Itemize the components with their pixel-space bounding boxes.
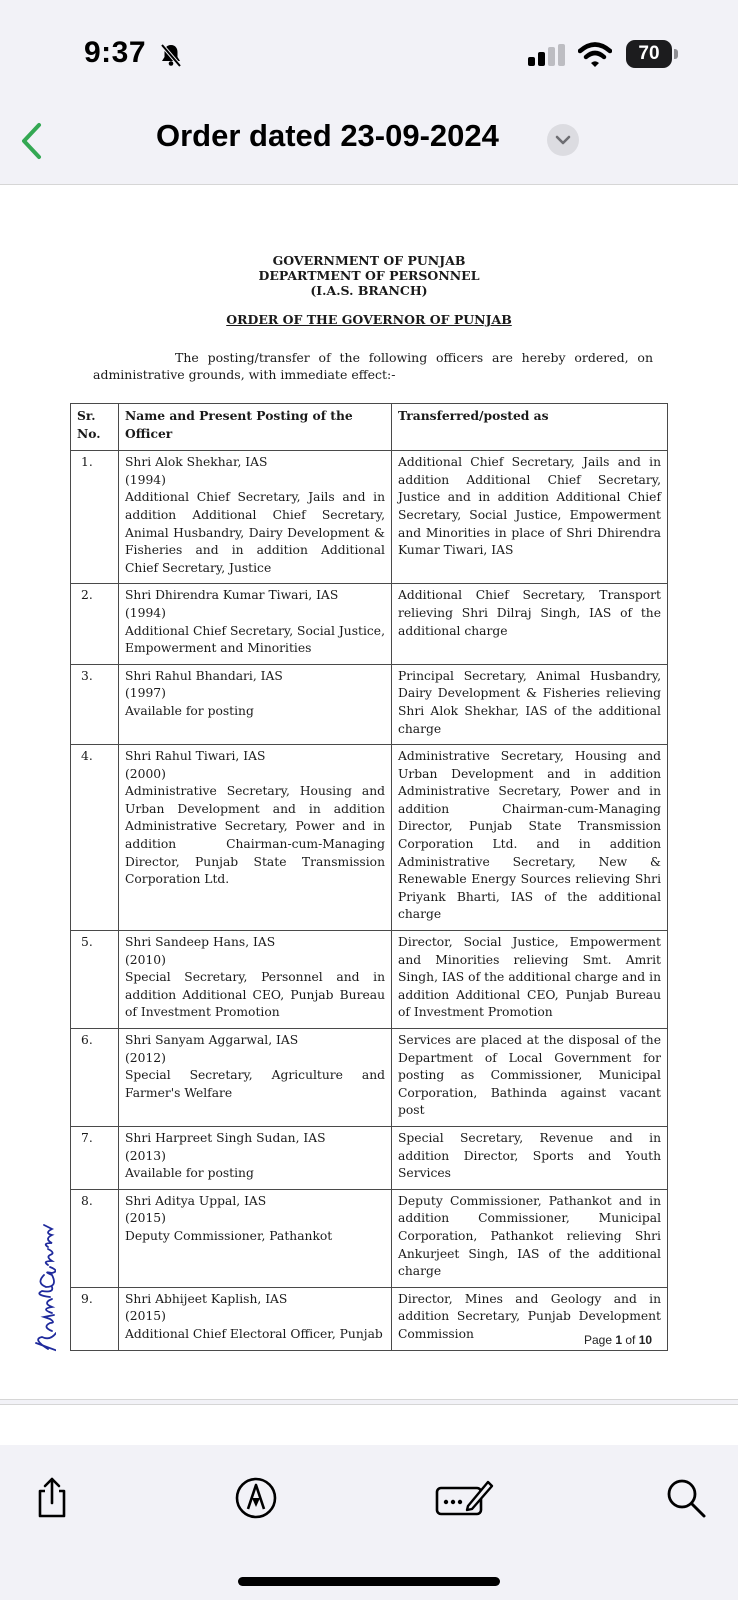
- present-posting: Special Secretary, Agriculture and Farmer's Welfare: [125, 1068, 385, 1100]
- table-row: [71, 745, 668, 931]
- status-time: 9:37: [84, 36, 147, 69]
- table-header-row: [71, 404, 668, 451]
- markup-button[interactable]: [230, 1472, 282, 1524]
- table-row: [71, 931, 668, 1029]
- row-transferred: Director, Mines and Geology and in addition Secretary, Punjab Development Commission: [392, 1287, 668, 1350]
- officer-name: Shri Sandeep Hans, IAS: [125, 935, 276, 950]
- share-button[interactable]: [26, 1472, 78, 1524]
- officer-name: Shri Rahul Tiwari, IAS: [125, 749, 266, 764]
- row-officer: [119, 745, 392, 931]
- officer-batch: (2000): [125, 766, 166, 781]
- row-sr-no: 1.: [71, 451, 119, 584]
- chevron-left-icon: [19, 121, 45, 161]
- present-posting: Additional Chief Electoral Officer, Punjab: [125, 1326, 383, 1341]
- officer-batch: (1997): [125, 686, 166, 701]
- transfer-table: [70, 403, 668, 1351]
- chevron-down-icon: [555, 134, 571, 146]
- officer-batch: (2012): [125, 1050, 166, 1065]
- row-officer: [119, 1189, 392, 1287]
- row-sr-no: 3.: [71, 664, 119, 744]
- present-posting: Additional Chief Secretary, Social Justice, Empowerment and Minorities: [125, 623, 385, 656]
- row-officer: [119, 1287, 392, 1350]
- header-line-1: GOVERNMENT OF PUNJAB: [272, 253, 466, 268]
- table-row: [71, 584, 668, 664]
- row-transferred: Deputy Commissioner, Pathankot and in addition Commissioner, Municipal Corporation, Pathankot relieving Shri Ankurjeet Singh, IAS of the additional charge: [392, 1189, 668, 1287]
- table-row: [71, 1029, 668, 1127]
- officer-batch: (2010): [125, 952, 166, 967]
- cellular-signal-icon: [528, 44, 566, 73]
- officer-batch: (2015): [125, 1309, 166, 1324]
- row-transferred: Principal Secretary, Animal Husbandry, Dairy Development & Fisheries relieving Shri Alok Shekhar, IAS of the additional charge: [392, 664, 668, 744]
- share-icon: [32, 1476, 72, 1520]
- row-sr-no: 5.: [71, 931, 119, 1029]
- header-line-3: (I.A.S. BRANCH): [310, 283, 428, 298]
- back-button[interactable]: [14, 120, 50, 162]
- row-transferred: Additional Chief Secretary, Jails and in addition Additional Chief Secretary, Justice and in addition Additional Chief Secretary, Social Justice, Empowerment and Minorities in place of Shri Dhirendra Kumar Tiwari, IAS: [392, 451, 668, 584]
- officer-batch: (2013): [125, 1148, 166, 1163]
- officer-name: Shri Alok Shekhar, IAS: [125, 455, 268, 470]
- officer-name: Shri Sanyam Aggarwal, IAS: [125, 1033, 299, 1047]
- title-menu-button[interactable]: [547, 124, 579, 156]
- battery-icon: 70: [626, 40, 672, 68]
- intro-text: The posting/transfer of the following officers are hereby ordered, on administrative grounds, with immediate effect:-: [93, 350, 653, 382]
- silent-bell-icon: [158, 42, 184, 73]
- status-bar: [0, 0, 738, 100]
- present-posting: Administrative Secretary, Housing and Urban Development and in addition Administrative Secretary, Power and in addition Chairman-cum-Managing Director, Punjab State Transmission Corporation Ltd.: [125, 784, 385, 887]
- officer-batch: (2015): [125, 1211, 166, 1226]
- officer-name: Shri Rahul Bhandari, IAS: [125, 668, 283, 683]
- present-posting: Additional Chief Secretary, Jails and in addition Additional Chief Secretary, Animal Husbandry, Dairy Development & Fisheries and in addition Additional Chief Secretary, Justice: [125, 490, 385, 575]
- row-sr-no: 4.: [71, 745, 119, 931]
- header-sr-no: Sr. No.: [71, 404, 119, 451]
- row-officer: [119, 451, 392, 584]
- header-name: Name and Present Posting of the Officer: [119, 404, 392, 451]
- row-officer: [119, 931, 392, 1029]
- row-transferred: Additional Chief Secretary, Transport relieving Shri Dilraj Singh, IAS of the additional charge: [392, 584, 668, 664]
- header-transferred: Transferred/posted as: [392, 404, 668, 451]
- document-page[interactable]: [0, 184, 738, 1400]
- officer-name: Shri Dhirendra Kumar Tiwari, IAS: [125, 588, 339, 603]
- order-heading: ORDER OF THE GOVERNOR OF PUNJAB: [226, 312, 512, 327]
- search-button[interactable]: [660, 1472, 712, 1524]
- row-sr-no: 9.: [71, 1287, 119, 1350]
- signature-image: [8, 1195, 56, 1355]
- table-row: [71, 1126, 668, 1189]
- row-transferred: Special Secretary, Revenue and in addition Director, Sports and Youth Services: [392, 1126, 668, 1189]
- table-row: [71, 451, 668, 584]
- nav-bar: [0, 100, 738, 182]
- present-posting: Special Secretary, Personnel and in addition Additional CEO, Punjab Bureau of Investment Promotion: [125, 970, 385, 1020]
- markup-icon: [234, 1476, 278, 1520]
- row-officer: [119, 584, 392, 664]
- row-officer: [119, 664, 392, 744]
- next-page-preview[interactable]: [0, 1404, 738, 1445]
- table-row: [71, 1287, 668, 1350]
- row-transferred: Services are placed at the disposal of the Department of Local Government for posting as Commissioner, Municipal Corporation, Bathinda against vacant post: [392, 1029, 668, 1127]
- row-officer: [119, 1126, 392, 1189]
- officer-name: Shri Abhijeet Kaplish, IAS: [125, 1291, 288, 1306]
- wifi-icon: [578, 42, 612, 73]
- header-line-2: DEPARTMENT OF PERSONNEL: [258, 268, 480, 283]
- row-sr-no: 8.: [71, 1189, 119, 1287]
- officer-batch: (1994): [125, 472, 166, 487]
- home-indicator[interactable]: [238, 1577, 500, 1586]
- search-icon: [664, 1476, 708, 1520]
- table-row: [71, 664, 668, 744]
- present-posting: Deputy Commissioner, Pathankot: [125, 1228, 333, 1243]
- row-officer: [119, 1029, 392, 1127]
- row-transferred: Director, Social Justice, Empowerment and Minorities relieving Smt. Amrit Singh, IAS of the additional charge and in addition Additional CEO, Punjab Bureau of Investment Promotion: [392, 931, 668, 1029]
- battery-tip: [674, 49, 678, 59]
- officer-name: Shri Harpreet Singh Sudan, IAS: [125, 1130, 326, 1145]
- present-posting: Available for posting: [125, 1166, 254, 1181]
- row-transferred: Administrative Secretary, Housing and Urban Development and in addition Administrative Secretary, Power and in addition Chairman-cum-Managing Director, Punjab State Transmission Corporation Ltd. and in addition Administrative Secretary, New & Renewable Energy Sources relieving Shri Priyank Bharti, IAS of the additional charge: [392, 745, 668, 931]
- row-sr-no: 7.: [71, 1126, 119, 1189]
- signature-icon: [434, 1476, 496, 1520]
- table-row: [71, 1189, 668, 1287]
- document-title[interactable]: Order dated 23-09-2024: [156, 118, 499, 153]
- present-posting: Available for posting: [125, 703, 254, 718]
- row-sr-no: 6.: [71, 1029, 119, 1127]
- intro-paragraph: [93, 349, 653, 383]
- document-content: [0, 185, 738, 1399]
- officer-batch: (1994): [125, 605, 166, 620]
- signature-button[interactable]: [434, 1472, 496, 1524]
- officer-name: Shri Aditya Uppal, IAS: [125, 1193, 267, 1208]
- page-number: Page 1 of 10: [584, 1333, 653, 1347]
- row-sr-no: 2.: [71, 584, 119, 664]
